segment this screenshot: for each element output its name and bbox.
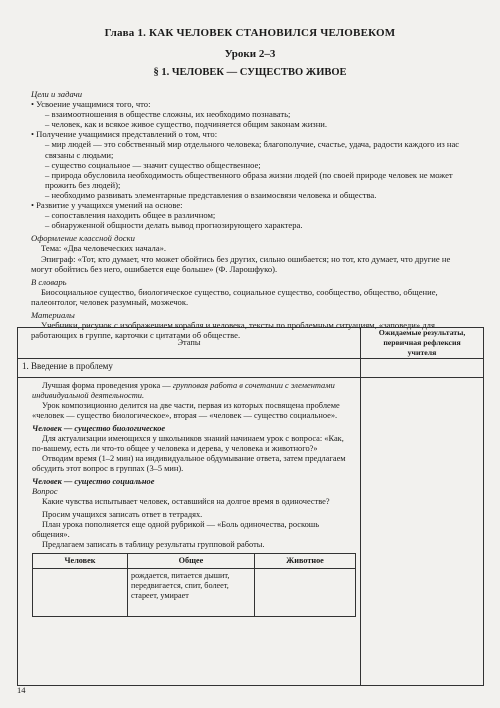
board-label: Оформление классной доски [31, 233, 135, 244]
goal-line: – сопоставления находить общее в различном; [45, 210, 216, 221]
sub-header-common: Общее [128, 554, 255, 569]
sub-header-human: Человек [33, 554, 128, 569]
question-text: Какие чувства испытывает человек, оставшийся на долгое время в одиночестве? [42, 497, 330, 506]
plan-text: План урока пополняется еще одной рубрикой — «Боль одиночества, роскошь общения». [32, 520, 320, 539]
sub-cell-animal [255, 569, 356, 617]
question-label: Вопрос [32, 487, 58, 496]
goal-line: – природа обусловила необходимость общественного образа жизни людей (по своей природе человек не может прожить без людей); [45, 169, 453, 190]
bio-paragraph: Для актуализации имеющихся у школьников знаний начинаем урок с вопроса: «Как, по-вашему, есть ли что-то общее у человека и дерева, у человека и животного?» [32, 434, 344, 453]
goal-line: • Развитие у учащихся умений на основе: [31, 200, 183, 211]
col-stages-header: Этапы [18, 328, 361, 359]
lesson-stages-table [17, 327, 484, 686]
bio-heading: Человек — существо биологическое [32, 424, 166, 433]
materials-label: Материалы [31, 309, 75, 320]
goals-label: Цели и задачи [31, 89, 83, 99]
stage-results-cell [361, 378, 484, 686]
goal-line: – человек, как и всякое живое существо, подчиняется общим законам жизни. [45, 119, 328, 130]
goal-line: • Усвоение учащимися того, что: [31, 99, 151, 110]
record-text: Предлагаем записать в таблицу результаты групповой работы. [42, 540, 265, 549]
lesson-form-plain: Лучшая форма проведения урока — [42, 381, 173, 390]
stage-content [18, 378, 361, 686]
goal-line: • Получение учащимися представлений о том, что: [31, 129, 218, 140]
vocab-label: В словарь [31, 276, 67, 287]
sub-cell-common: рождается, питается дышит, передвигается, спит, болеет, стареет, умирает [128, 569, 255, 617]
goal-line: – мир людей — это собственный мир отдельного человека; благополучие, счастье, удача, радости каждого из нас связаны с людьми; [45, 139, 460, 160]
goal-line: – существо социальное — значит существо общественное; [45, 159, 261, 170]
board-epigraph: Эпиграф: «Тот, кто думает, что может обойтись без других, сильно ошибается; но тот, кто думает, что другие не могут обойтись без него, ошибается еще больше» (Ф. Ларошфуко). [31, 253, 451, 274]
col-results-header: Ожидаемые результаты, первичная рефлексия учителя [361, 328, 484, 359]
time-paragraph: Отводим время (1–2 мин) на индивидуальное обдумывание ответа, затем предлагаем обсудить этот вопрос в группах (3–5 мин). [32, 454, 346, 473]
comparison-table [32, 553, 356, 617]
goal-line: – обнаруженной общности делать вывод прогнозирующего характера. [45, 220, 303, 231]
lesson-form-italic: групповая работа в сочетании с элементами индивидуальной деятельности. [32, 381, 335, 400]
write-answer-text: Просим учащихся записать ответ в тетрадях. [42, 510, 203, 519]
page-number: 14 [17, 685, 26, 695]
sub-cell-human [33, 569, 128, 617]
goal-line: – взаимоотношения в обществе сложны, их необходимо познавать; [45, 109, 291, 120]
chapter-title: Глава 1. КАК ЧЕЛОВЕК СТАНОВИЛСЯ ЧЕЛОВЕКОМ [104, 27, 396, 39]
lesson-form-paragraph [32, 381, 356, 401]
vocab-text: Биосоциальное существо, биологическое существо, социальное существо, сообщество, общество, общение, палеонтолог, человек разумный, мозжечок. [31, 286, 438, 307]
section-title: § 1. ЧЕЛОВЕК — СУЩЕСТВО ЖИВОЕ [153, 67, 347, 78]
lessons-title: Уроки 2–3 [224, 48, 276, 60]
social-heading: Человек — существо социальное [32, 477, 155, 486]
sub-header-animal: Животное [255, 554, 356, 569]
goal-line: – необходимо развивать элементарные представления о взаимосвязи человека и общества. [45, 189, 377, 200]
lesson-intro [31, 86, 471, 340]
composition-paragraph: Урок композиционно делится на две части, первая из которых посвящена проблеме «человек — существо биологическое», вторая — «человек — существо социальное». [32, 401, 340, 420]
stage-row-results [361, 359, 484, 378]
board-theme: Тема: «Два человеческих начала». [41, 243, 167, 254]
stage-row-label: 1. Введение в проблему [18, 359, 361, 378]
materials-text: Учебники, рисунок с изображением корабля и человека, тексты по проблемным ситуациям, «заповеди» для работающих в группе, карточки с цитатами об обществе. [31, 320, 435, 341]
